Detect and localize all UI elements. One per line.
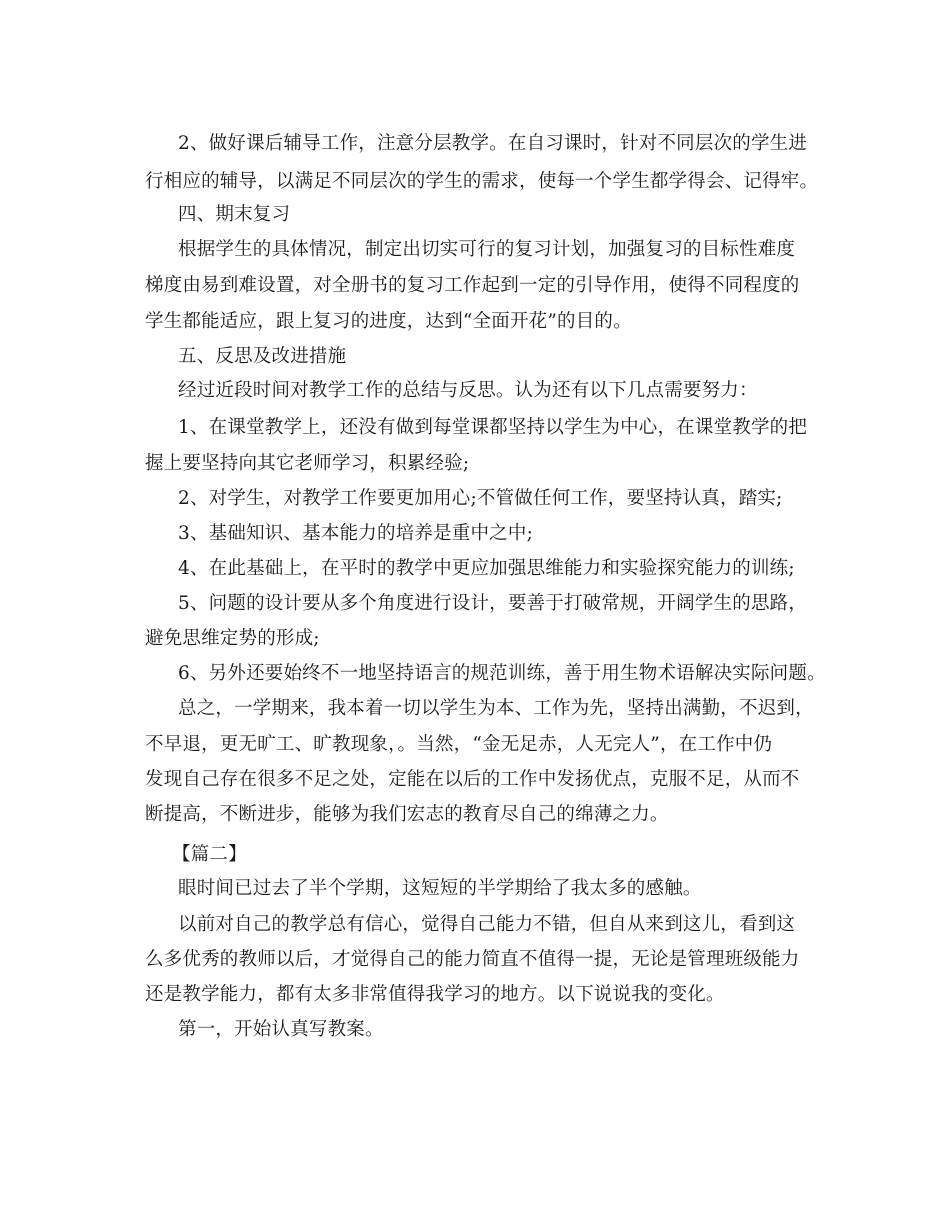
paragraph-line: 第一，开始认真写教案。: [178, 1019, 384, 1040]
paragraph-line: 避免思维定势的形成;: [145, 628, 320, 649]
paragraph-line: 以前对自己的教学总有信心，觉得自己能力不错，但自从来到这儿，看到这: [178, 914, 796, 935]
paragraph-line: 2、对学生，对教学工作要更加用心;不管做任何工作，要坚持认真，踏实;: [178, 488, 783, 509]
paragraph-line: 学生都能适应，跟上复习的进度，达到“全面开花”的目的。: [145, 311, 632, 332]
paragraph-line: 3、基础知识、基本能力的培养是重中之中;: [178, 523, 534, 544]
paragraph-line: 5、问题的设计要从多个角度进行设计，要善于打破常规，开阔学生的思路，: [178, 593, 808, 614]
paragraph-line: 梯度由易到难设置，对全册书的复习工作起到一定的引导作用，使得不同程度的: [145, 275, 800, 296]
paragraph-line: 总之，一学期来，我本着一切以学生为本、工作为先，坚持出满勤，不迟到，: [178, 698, 814, 719]
paragraph-line: 握上要坚持向其它老师学习，积累经验;: [145, 453, 470, 474]
paragraph-line: 4、在此基础上，在平时的教学中更应加强思维能力和实验探究能力的训练;: [178, 558, 795, 579]
paragraph-line: 根据学生的具体情况，制定出切实可行的复习计划，加强复习的目标性难度: [178, 239, 796, 260]
paragraph-line: 2、做好课后辅导工作，注意分层教学。在自习课时，针对不同层次的学生进: [178, 133, 808, 154]
paragraph-line: 行相应的辅导，以满足不同层次的学生的需求，使每一个学生都学得会、记得牢。: [145, 171, 819, 192]
paragraph-line: 发现自己存在很多不足之处，定能在以后的工作中发扬优点，克服不足，从而不: [145, 769, 800, 790]
paragraph-line: 6、另外还要始终不一地坚持语言的规范训练，善于用生物术语解决实际问题。: [178, 663, 826, 684]
paragraph-line: 1、在课堂教学上，还没有做到每堂课都坚持以学生为中心，在课堂教学的把: [178, 417, 808, 438]
section-heading: 四、期末复习: [178, 204, 291, 225]
paragraph-line: 还是教学能力，都有太多非常值得我学习的地方。以下说说我的变化。: [145, 984, 725, 1005]
paragraph-line: 不早退，更无旷工、旷教现象，。当然，“金无足赤，人无完人”，在工作中仍: [145, 734, 773, 755]
paragraph-line: 断提高，不断进步，能够为我们宏志的教育尽自己的绵薄之力。: [145, 804, 669, 825]
paragraph-line: 眼时间已过去了半个学期，这短短的半学期给了我太多的感触。: [178, 878, 702, 899]
section-heading: 五、反思及改进措施: [178, 346, 347, 367]
paragraph-line: 么多优秀的教师以后，才觉得自己的能力简直不值得一提，无论是管理班级能力: [145, 949, 800, 970]
section-heading: 【篇二】: [172, 844, 247, 865]
paragraph-line: 经过近段时间对教学工作的总结与反思。认为还有以下几点需要努力：: [178, 380, 758, 401]
